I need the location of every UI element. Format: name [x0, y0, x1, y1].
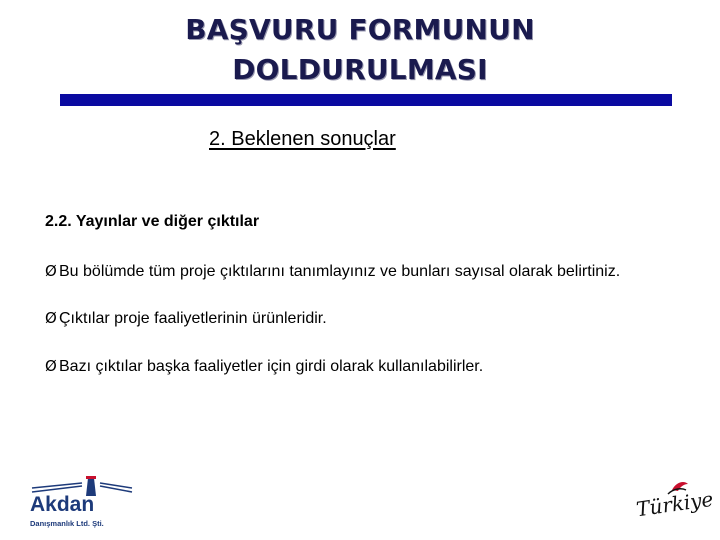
- akdan-logo-subtitle: Danışmanlık Ltd. Şti.: [30, 519, 104, 528]
- bullet-text: Bu bölümde tüm proje çıktılarını tanımlayınız ve bunları sayısal olarak belirtiniz.: [59, 263, 621, 280]
- slide-title-line-2: DOLDURULMASI: [232, 53, 488, 86]
- bullet-arrow-icon: Ø: [45, 357, 57, 375]
- akdan-logo: [22, 476, 142, 532]
- bullet-item-3: [45, 355, 483, 378]
- slide-title: [0, 10, 720, 90]
- bullet-item-1: [45, 260, 620, 283]
- turkiye-logo-text: Türkiye: [634, 486, 715, 522]
- slide-subtitle: 2. Beklenen sonuçlar: [209, 128, 396, 150]
- bullet-item-2: [45, 307, 327, 330]
- bullet-text: Bazı çıktılar başka faaliyetler için girdi olarak kullanılabilirler.: [59, 358, 484, 375]
- bullet-arrow-icon: Ø: [45, 262, 57, 280]
- bullet-arrow-icon: Ø: [45, 309, 57, 327]
- slide-title-line-1: BAŞVURU FORMUNUN: [185, 13, 535, 46]
- bullet-text: Çıktılar proje faaliyetlerinin ürünleridir.: [59, 310, 327, 327]
- section-heading: 2.2. Yayınlar ve diğer çıktılar: [45, 213, 260, 230]
- akdan-logo-name: Akdan: [30, 493, 95, 516]
- turkiye-logo: [628, 478, 715, 528]
- title-divider: [60, 94, 672, 106]
